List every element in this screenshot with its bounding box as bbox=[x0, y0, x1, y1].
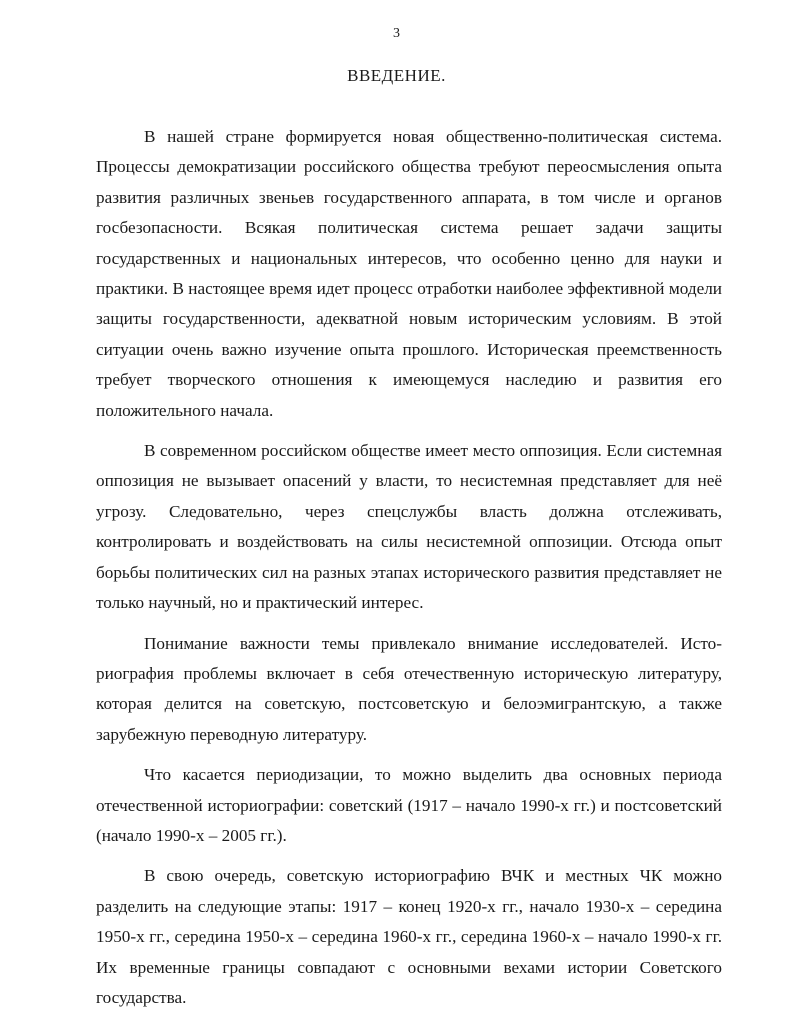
paragraph-4: Что касается периодизации, то можно выделить два основных периода отечественной историографии: советский (1917 – начало 1990-х гг.) и постсоветский (начало 1990-х – 2005 гг.). bbox=[96, 765, 722, 845]
paragraph-1: В нашей стране формируется новая общественно-политическая система. Процессы демократизации российского общества требуют переосмысления опыта развития различных звеньев государственного аппарата, в том числе и органов госбезопасности. Всякая политическая система решает задачи защиты государственных и национальных интересов, что особенно ценно для науки и практики. В настоящее время идет процесс отработки наиболее эффективной модели защиты государственности, адекватной новым историческим условиям. В этой ситуации очень важно изучение опыта прошлого. Историческая преемственность требует творческого отношения к имеющемуся наследию и развития его положительного начала. bbox=[96, 127, 722, 420]
body-text bbox=[96, 122, 722, 1023]
paragraph-2: В современном российском обществе имеет место оппозиция. Если системная оппозиция не вызывает опасений у власти, то несистемная представляет для неё угрозу. Следовательно, через спецслужбы власть должна отслеживать, контролировать и воздействовать на силы несистемной оппозиции. Отсюда опыт борьбы политических сил на разных этапах исторического развития представляет не только научный, но и практический интерес. bbox=[96, 441, 722, 613]
paragraph-5: В свою очередь, советскую историографию ВЧК и местных ЧК можно разделить на следующие этапы: 1917 – конец 1920-х гг., начало 1930-х – середина 1950-х гг., середина 1950-х – середина 1960-х гг., середина 1960-х – начало 1990-х гг. Их временные границы совпадают с основными вехами истории Советского государства. bbox=[96, 866, 722, 1007]
page-title: ВВЕДЕНИЕ. bbox=[347, 66, 446, 85]
paragraph-3: Понимание важности темы привлекало внимание исследователей. Историография проблемы включает в себя отечественную историческую литературу, которая делится на советскую, постсоветскую и белоэмигрантскую, а также зарубежную переводную литературу. bbox=[96, 633, 722, 744]
page-number: 3 bbox=[393, 26, 400, 41]
